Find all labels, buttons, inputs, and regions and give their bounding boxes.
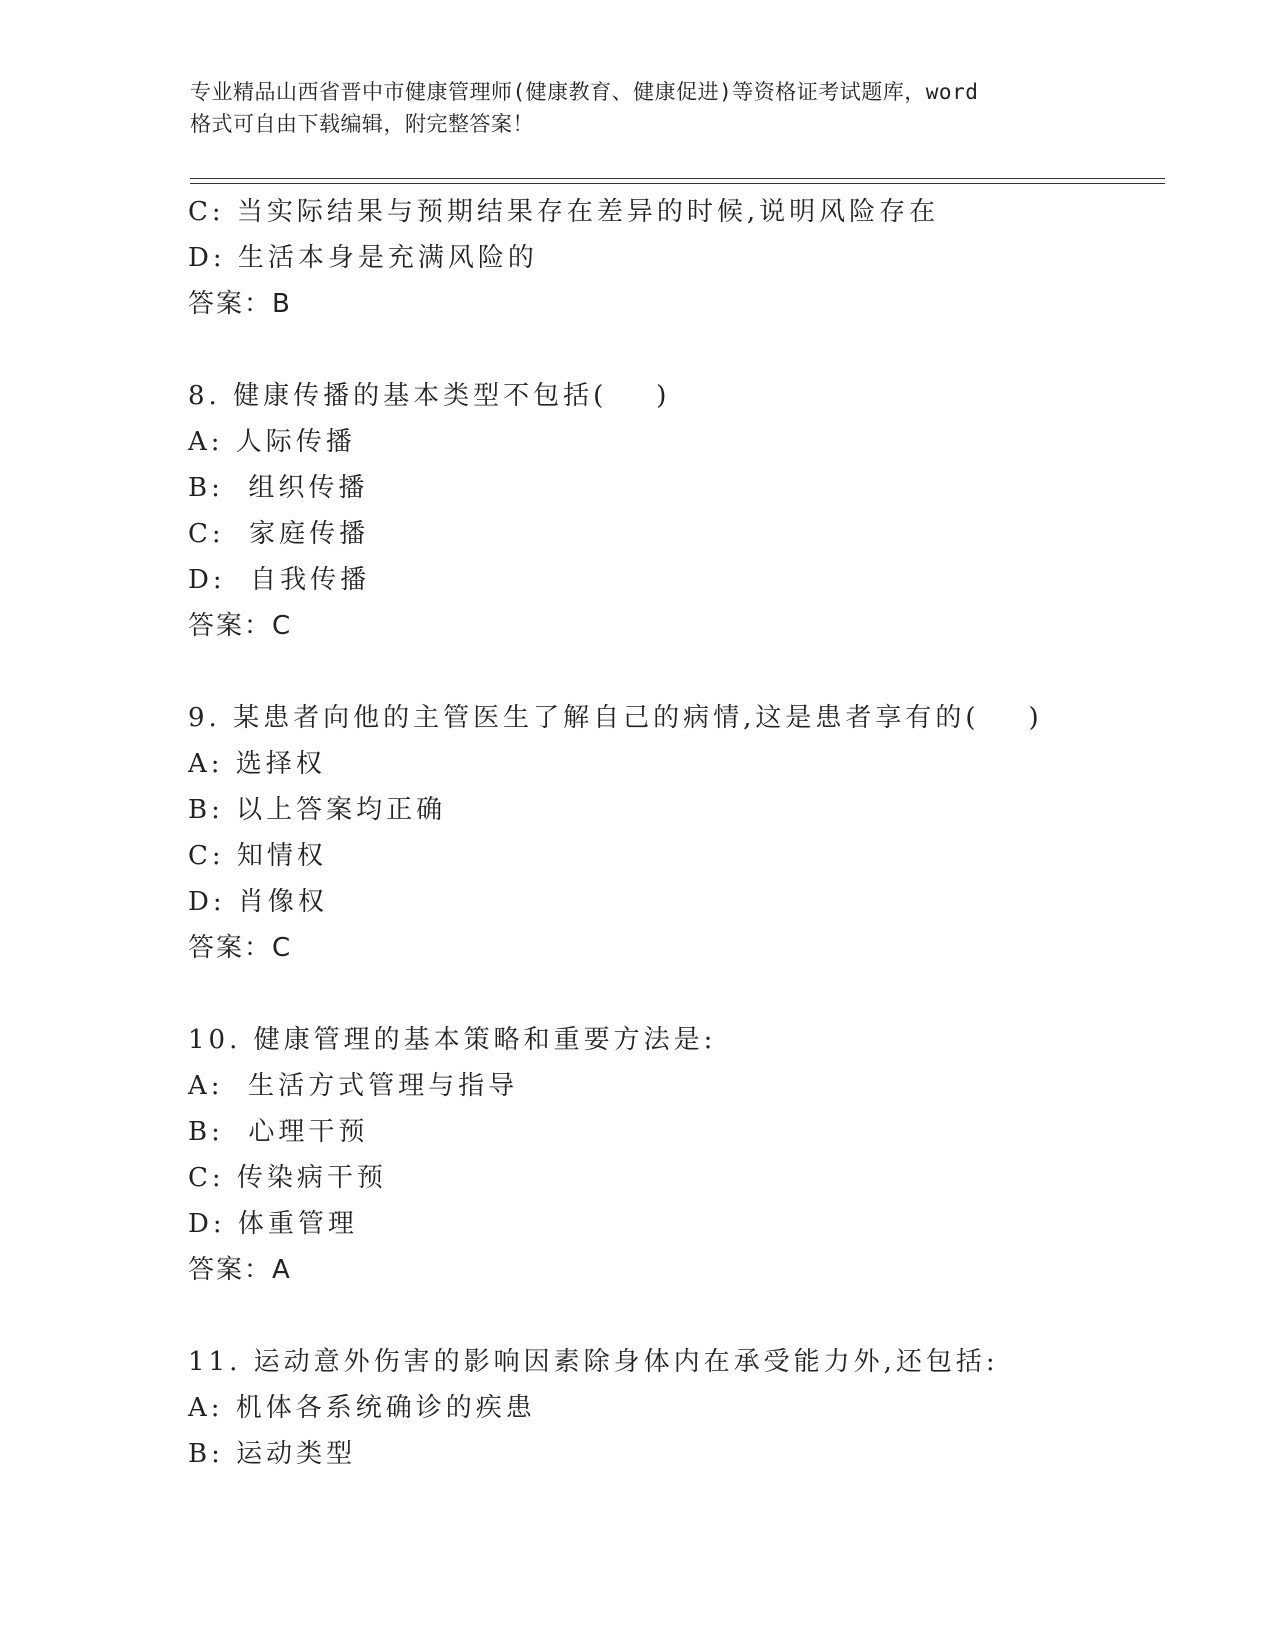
option-c: C: 传染病干预 — [188, 1163, 387, 1193]
option-d: D: 体重管理 — [188, 1209, 358, 1239]
option-a: A: 选择权 — [188, 749, 326, 779]
option-b: B: 运动类型 — [188, 1439, 357, 1469]
option-a: A: 人际传播 — [188, 427, 356, 457]
question-stem-9: 9. 某患者向他的主管医生了解自己的病情,这是患者享有的( ) — [188, 703, 1043, 733]
header-divider-top — [190, 178, 1165, 179]
option-a: A: 生活方式管理与指导 — [188, 1071, 519, 1101]
answer-line: 答案：C — [188, 933, 293, 963]
question-stem-11: 11. 运动意外伤害的影响因素除身体内在承受能力外,还包括: — [188, 1347, 999, 1377]
option-c: C: 当实际结果与预期结果存在差异的时候,说明风险存在 — [188, 197, 940, 227]
header-line-1: 专业精品山西省晋中市健康管理师(健康教育、健康促进)等资格证考试题库，word — [190, 80, 979, 104]
header-line-2: 格式可自由下载编辑，附完整答案！ — [190, 112, 534, 136]
option-d: D: 自我传播 — [188, 565, 371, 595]
question-stem-8: 8. 健康传播的基本类型不包括( ) — [188, 381, 671, 411]
option-a: A: 机体各系统确诊的疾患 — [188, 1393, 536, 1423]
spacer — [188, 649, 1188, 695]
option-d: D: 肖像权 — [188, 887, 328, 917]
document-header — [190, 76, 1090, 140]
option-b: B: 心理干预 — [188, 1117, 369, 1147]
spacer — [188, 327, 1188, 373]
option-b: B: 以上答案均正确 — [188, 795, 447, 825]
question-stem-10: 10. 健康管理的基本策略和重要方法是: — [188, 1025, 717, 1055]
spacer — [188, 1293, 1188, 1339]
header-divider-bottom — [190, 183, 1165, 184]
option-d: D: 生活本身是充满风险的 — [188, 243, 538, 273]
option-c: C: 家庭传播 — [188, 519, 370, 549]
option-b: B: 组织传播 — [188, 473, 369, 503]
answer-line: 答案：C — [188, 611, 293, 641]
question-content — [188, 189, 1188, 1477]
option-c: C: 知情权 — [188, 841, 327, 871]
answer-line: 答案：B — [188, 289, 292, 319]
answer-line: 答案：A — [188, 1255, 292, 1285]
spacer — [188, 971, 1188, 1017]
